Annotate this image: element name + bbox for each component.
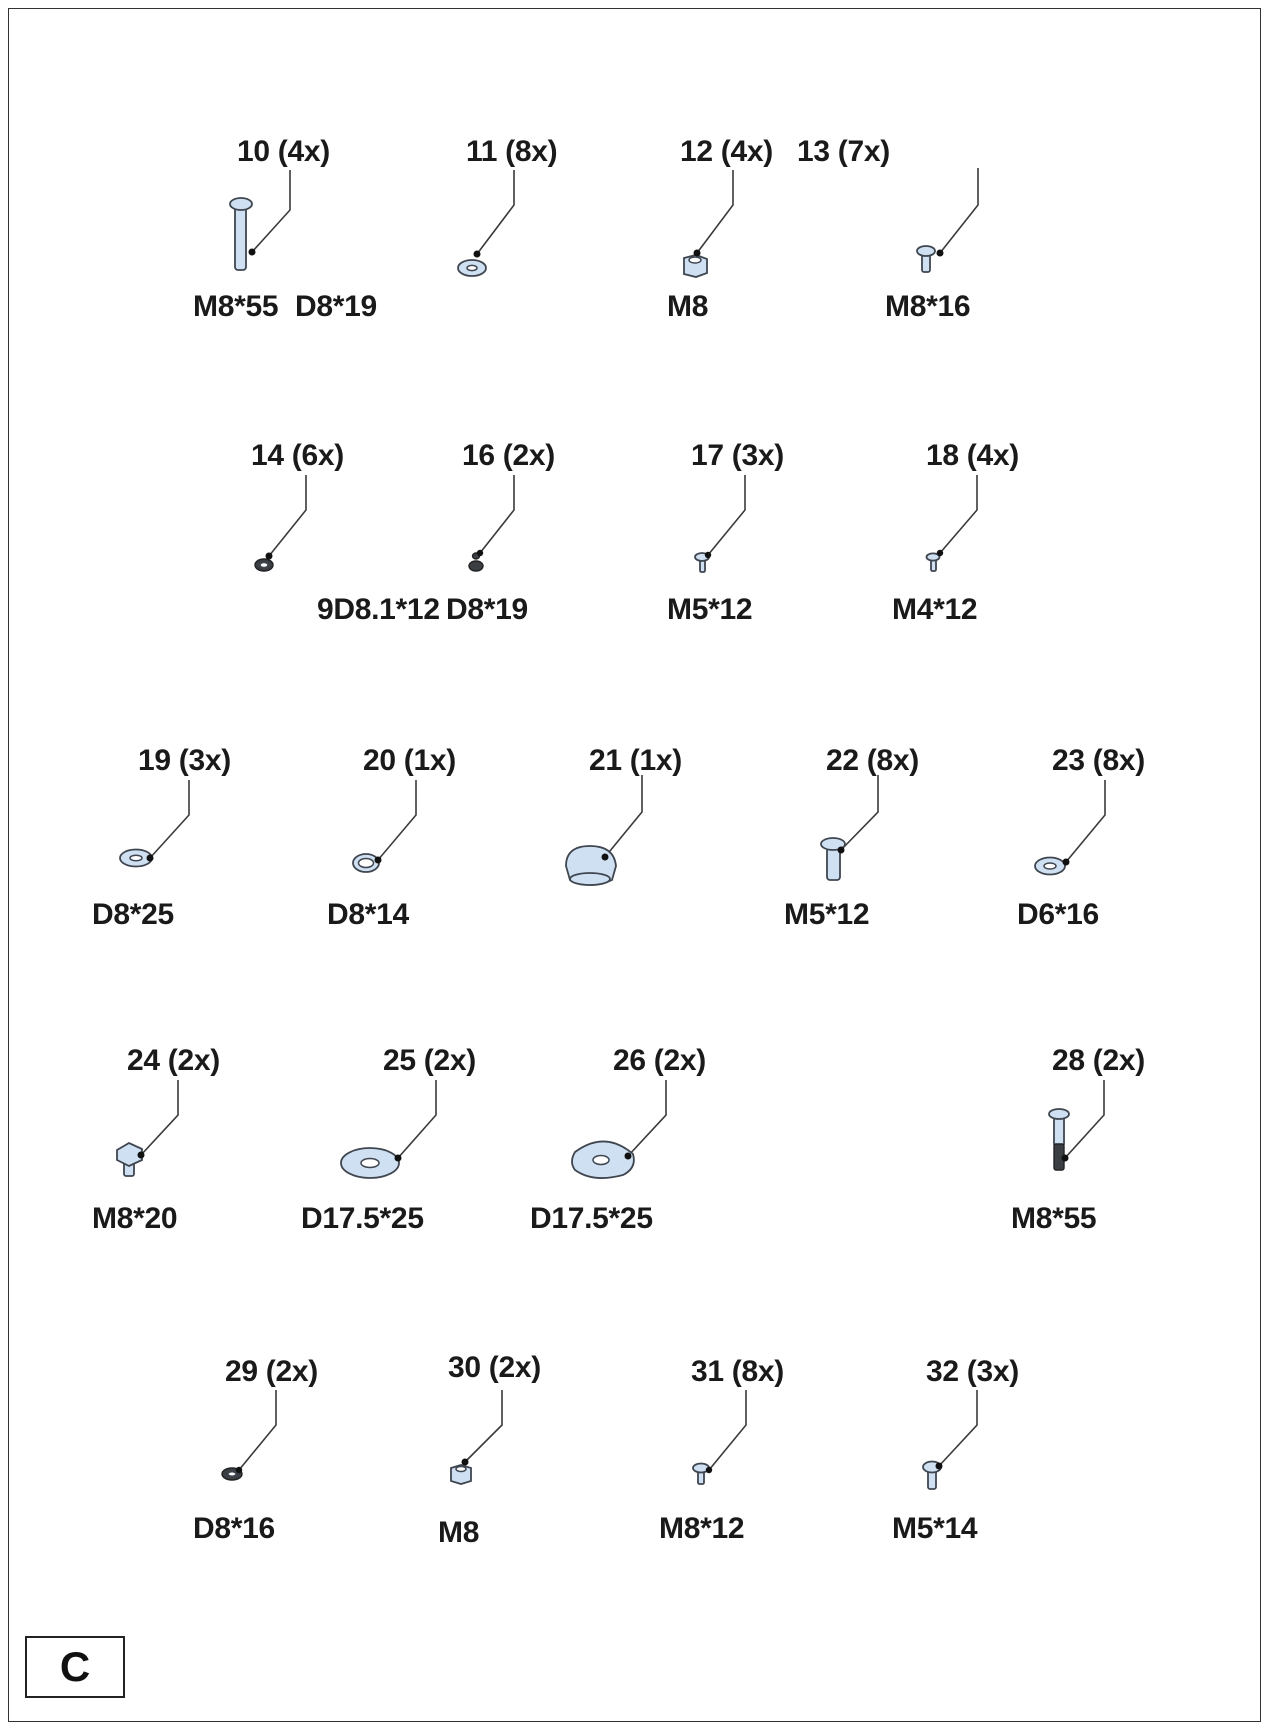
part-size-label: 9D8.1*12 bbox=[317, 593, 440, 626]
part-size-label: M5*12 bbox=[667, 593, 753, 626]
part-18-tiny-screw-icon bbox=[927, 475, 978, 571]
part-size-label: D8*19 bbox=[446, 593, 528, 626]
part-size-label: M8 bbox=[438, 1516, 480, 1549]
part-number-label: 21 (1x) bbox=[589, 744, 682, 777]
part-number-label: 25 (2x) bbox=[383, 1044, 476, 1077]
part-size-label: M8*55 bbox=[193, 290, 279, 323]
part-size-label: D8*16 bbox=[193, 1512, 275, 1545]
part-number-label: 32 (3x) bbox=[926, 1355, 1019, 1388]
part-19-flat-washer-icon bbox=[120, 780, 189, 867]
part-size-label: M4*12 bbox=[892, 593, 978, 626]
section-label: C bbox=[25, 1636, 125, 1698]
part-number-label: 24 (2x) bbox=[127, 1044, 220, 1077]
part-number-label: 29 (2x) bbox=[225, 1355, 318, 1388]
part-number-label: 28 (2x) bbox=[1052, 1044, 1145, 1077]
part-22-barrel-bolt-icon bbox=[821, 775, 878, 880]
part-size-label: D8*19 bbox=[295, 290, 377, 323]
part-31-small-screw-icon bbox=[693, 1390, 746, 1484]
part-number-label: 12 (4x) bbox=[680, 135, 773, 168]
part-13-short-screw-icon bbox=[917, 168, 978, 272]
part-size-label: M8*55 bbox=[1011, 1202, 1097, 1235]
part-23-flat-washer-icon bbox=[1035, 780, 1105, 875]
part-number-label: 18 (4x) bbox=[926, 439, 1019, 472]
part-size-label: M8 bbox=[667, 290, 709, 323]
part-number-label: 10 (4x) bbox=[237, 135, 330, 168]
part-28-threaded-bolt-icon bbox=[1049, 1080, 1104, 1170]
part-size-label: D8*14 bbox=[327, 898, 409, 931]
part-12-nut-icon bbox=[684, 170, 733, 277]
part-number-label: 14 (6x) bbox=[251, 439, 344, 472]
part-number-label: 17 (3x) bbox=[691, 439, 784, 472]
part-24-hex-bolt-icon bbox=[117, 1080, 178, 1176]
part-number-label: 20 (1x) bbox=[363, 744, 456, 777]
part-number-label: 22 (8x) bbox=[826, 744, 919, 777]
part-14-spring-washer-icon bbox=[255, 475, 306, 571]
part-size-label: M5*12 bbox=[784, 898, 870, 931]
part-number-label: 16 (2x) bbox=[462, 439, 555, 472]
part-10-long-bolt-icon bbox=[230, 170, 290, 270]
part-26-curved-washer-icon bbox=[572, 1080, 666, 1178]
part-32-short-screw-icon bbox=[923, 1390, 977, 1489]
part-size-label: M8*20 bbox=[92, 1202, 178, 1235]
part-size-label: M5*14 bbox=[892, 1512, 978, 1545]
part-20-ring-washer-icon bbox=[353, 780, 416, 872]
part-number-label: 13 (7x) bbox=[797, 135, 890, 168]
part-21-end-cap-icon bbox=[566, 775, 642, 885]
part-number-label: 30 (2x) bbox=[448, 1351, 541, 1384]
part-size-label: D17.5*25 bbox=[530, 1202, 653, 1235]
part-size-label: D6*16 bbox=[1017, 898, 1099, 931]
part-number-label: 26 (2x) bbox=[613, 1044, 706, 1077]
part-11-flat-washer-icon bbox=[458, 170, 514, 276]
part-size-label: D17.5*25 bbox=[301, 1202, 424, 1235]
part-number-label: 23 (8x) bbox=[1052, 744, 1145, 777]
part-17-small-screw-icon bbox=[695, 475, 745, 572]
part-29-lock-washer-icon bbox=[222, 1390, 276, 1480]
part-25-large-washer-icon bbox=[341, 1080, 436, 1178]
part-30-nut-icon bbox=[451, 1390, 502, 1484]
part-size-label: M8*16 bbox=[885, 290, 971, 323]
part-number-label: 31 (8x) bbox=[691, 1355, 784, 1388]
part-number-label: 11 (8x) bbox=[466, 135, 558, 168]
part-number-label: 19 (3x) bbox=[138, 744, 231, 777]
part-size-label: D8*25 bbox=[92, 898, 174, 931]
part-size-label: M8*12 bbox=[659, 1512, 745, 1545]
part-16-small-washer-icon bbox=[469, 475, 514, 571]
